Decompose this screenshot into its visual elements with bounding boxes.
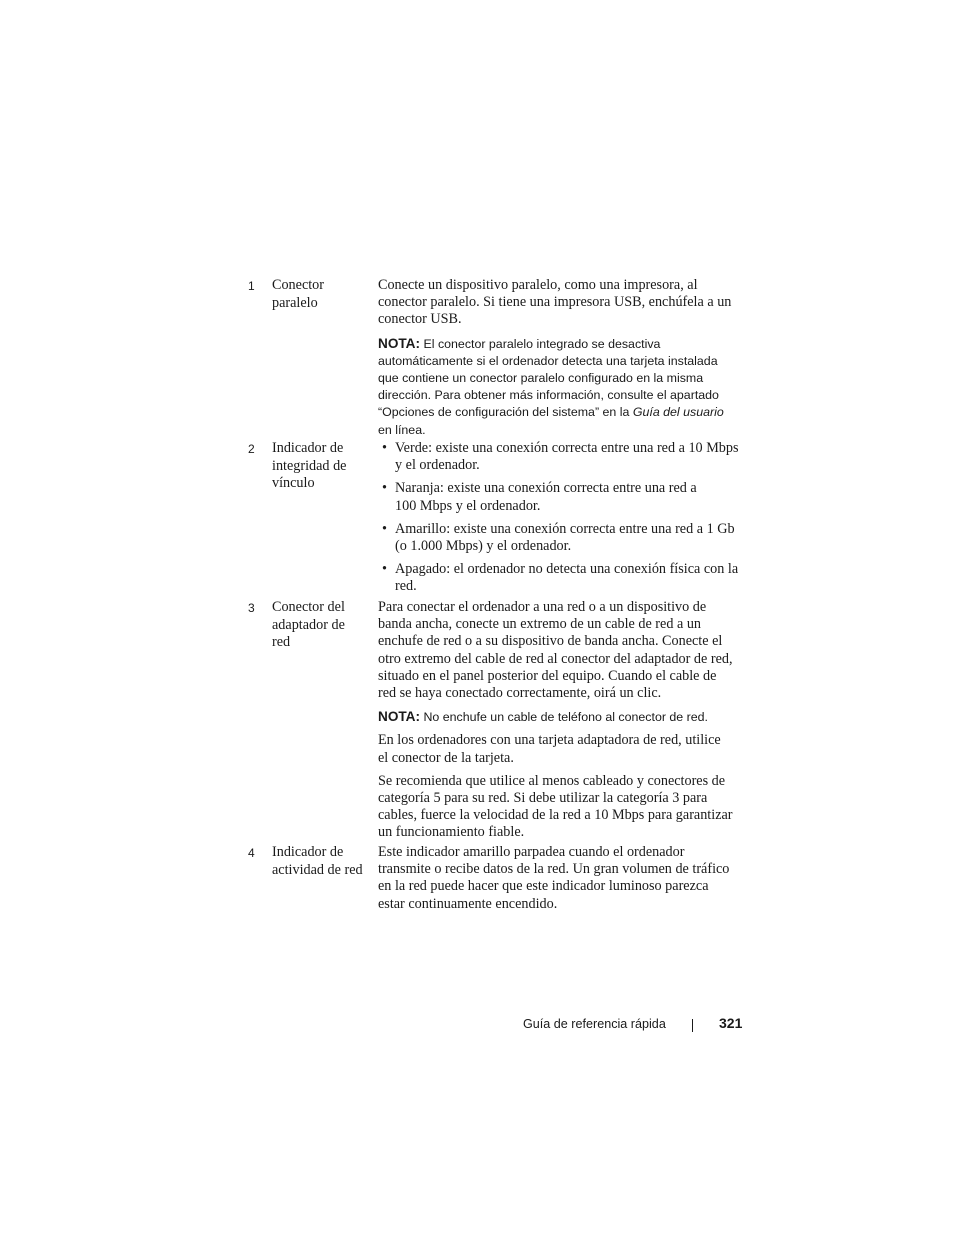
- note-text: que contiene un conector paralelo configurado en la misma: [378, 371, 704, 386]
- note-text: automáticamente si el ordenador detecta una tarjeta instalada: [378, 353, 718, 368]
- row-description: [378, 844, 742, 919]
- row-description: [378, 599, 742, 848]
- note-label: NOTA:: [378, 335, 421, 351]
- row-description: [378, 277, 742, 445]
- row-term: Indicador de integridad de vínculo: [272, 440, 347, 491]
- page-number: 321: [719, 1015, 743, 1031]
- list-item: • Naranja: existe una conexión correcta entre una red a 100 Mbps y el ordenador.: [382, 480, 697, 514]
- note-text: dirección. Para obtener más información, consulte el apartado: [378, 388, 719, 403]
- row-number: 4: [248, 846, 255, 860]
- description-paragraph: Se recomienda que utilice al menos cableado y conectores de categoría 5 para su red. Si debe utilizar la categoría 3 para cables, fuerce la velocidad de la red a 10 Mbps para garantizar un funcionamiento fiable.: [378, 772, 733, 841]
- row-term: Conector paralelo: [272, 277, 325, 311]
- note-block: [378, 708, 742, 726]
- note-reference-title: Guía del usuario: [632, 405, 724, 420]
- bullet-icon: •: [382, 561, 387, 578]
- row-number: 2: [248, 442, 255, 456]
- note-text: No enchufe un cable de teléfono al conector de red.: [423, 710, 708, 725]
- row-number: 1: [248, 279, 255, 293]
- note-text: en línea.: [378, 422, 426, 437]
- footer-separator: [692, 1019, 693, 1032]
- note-block: [378, 335, 742, 439]
- row-term: Indicador de actividad de red: [272, 844, 363, 878]
- list-item: • Verde: existe una conexión correcta entre una red a 10 Mbps y el ordenador.: [382, 440, 739, 474]
- description-paragraph: Para conectar el ordenador a una red o a un dispositivo de banda ancha, conecte un extremo de un cable de red a un enchufe de red o a su dispositivo de banda ancha. Conecte el otro extremo del cable de red al conector del adaptador de red, situado en el panel posterior del equipo. Cuando el cable de red se haya conectado correctamente, oirá un clic.: [378, 599, 733, 702]
- note-text: “Opciones de configuración del sistema” en la: [378, 405, 633, 420]
- footer-title: Guía de referencia rápida: [523, 1017, 666, 1031]
- bullet-icon: •: [382, 480, 387, 497]
- bullet-list: [378, 440, 742, 596]
- list-item: • Amarillo: existe una conexión correcta entre una red a 1 Gb (o 1.000 Mbps) y el ordenador.: [382, 520, 735, 555]
- description-paragraph: Conecte un dispositivo paralelo, como una impresora, al conector paralelo. Si tiene una impresora USB, enchúfela a un conector USB.: [378, 277, 732, 328]
- row-term: Conector del adaptador de red: [272, 599, 345, 650]
- bullet-icon: •: [382, 440, 387, 456]
- row-description: [378, 440, 742, 602]
- note-label: NOTA:: [378, 709, 421, 725]
- description-paragraph: Este indicador amarillo parpadea cuando el ordenador transmite o recibe datos de la red. Un gran volumen de tráfico en la red puede hacer que este indicador luminoso parezca estar continuamente encendido.: [378, 844, 730, 912]
- list-item: • Apagado: el ordenador no detecta una conexión física con la red.: [382, 561, 739, 595]
- description-paragraph: En los ordenadores con una tarjeta adaptadora de red, utilice el conector de la tarjeta.: [378, 732, 721, 766]
- bullet-icon: •: [382, 520, 387, 537]
- note-text: El conector paralelo integrado se desactiva: [423, 336, 661, 351]
- row-number: 3: [248, 601, 255, 615]
